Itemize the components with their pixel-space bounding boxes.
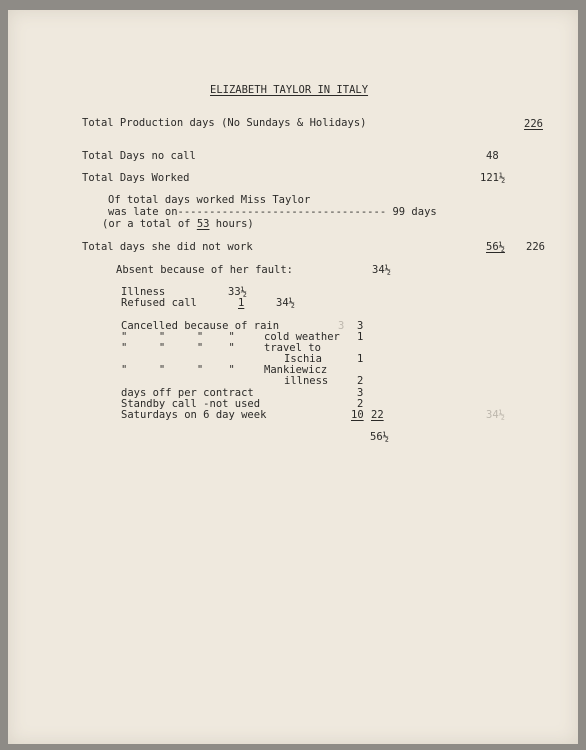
- ditto-row-2: " " " ": [121, 342, 235, 354]
- refused-label: Refused call: [121, 297, 197, 309]
- late-line-2: was late on--------------------------------- 99 days: [108, 206, 437, 218]
- saturdays-value: 10: [351, 409, 364, 421]
- contract-value: 3: [357, 387, 364, 399]
- refused-sum: 34½: [276, 297, 295, 309]
- days-worked-label: Total Days Worked: [82, 172, 190, 184]
- grand-subtotal: 56½: [370, 431, 389, 443]
- late-line-1: Of total days worked Miss Taylor: [108, 194, 311, 206]
- illness-value: 33½: [228, 286, 247, 298]
- faint-margin-value: 34½: [486, 409, 505, 421]
- late-line-3-pre: (or a total of: [102, 218, 197, 230]
- total-production-value: 226: [524, 118, 543, 130]
- illness-label: Illness: [121, 286, 166, 298]
- cancelled-rain-label: Cancelled because of rain: [121, 320, 280, 332]
- ischia-label: Ischia: [284, 353, 322, 365]
- no-call-label: Total Days no call: [82, 150, 196, 162]
- mankiewicz-label: Mankiewicz: [264, 364, 328, 376]
- refused-value: 1: [238, 297, 245, 309]
- late-line-3-post: hours): [209, 218, 254, 230]
- absent-label: Absent because of her fault:: [116, 264, 294, 276]
- standby-label: Standby call -not used: [121, 398, 261, 410]
- ditto-row-3: " " " ": [121, 364, 235, 376]
- ditto-row-1: " " " ": [121, 331, 235, 343]
- absent-value: 34½: [372, 264, 391, 276]
- no-call-value: 48: [486, 150, 499, 162]
- mankiewicz-illness-label: illness: [284, 375, 329, 387]
- subtotal-value: 22: [371, 409, 384, 421]
- late-hours-value: 53: [196, 218, 210, 230]
- saturdays-label: Saturdays on 6 day week: [121, 409, 267, 421]
- total-production-label: Total Production days (No Sundays & Holidays): [82, 117, 367, 129]
- contract-label: days off per contract: [121, 387, 254, 399]
- days-worked-value: 121½: [480, 172, 506, 184]
- document-title: ELIZABETH TAYLOR IN ITALY: [210, 84, 369, 96]
- not-work-label: Total days she did not work: [82, 241, 253, 253]
- late-line-3: [102, 218, 254, 230]
- not-work-total: 226: [526, 241, 545, 253]
- cancelled-rain-value: 3: [357, 320, 364, 332]
- standby-value: 2: [357, 398, 364, 410]
- cancelled-rain-faint: 3: [338, 320, 345, 332]
- cold-weather-value: 1: [357, 331, 364, 343]
- travel-label: travel to: [264, 342, 321, 354]
- ischia-value: 1: [357, 353, 364, 365]
- document-page: [8, 10, 578, 744]
- mankiewicz-value: 2: [357, 375, 364, 387]
- not-work-value: 56½: [486, 241, 505, 253]
- cold-weather-label: cold weather: [264, 331, 340, 343]
